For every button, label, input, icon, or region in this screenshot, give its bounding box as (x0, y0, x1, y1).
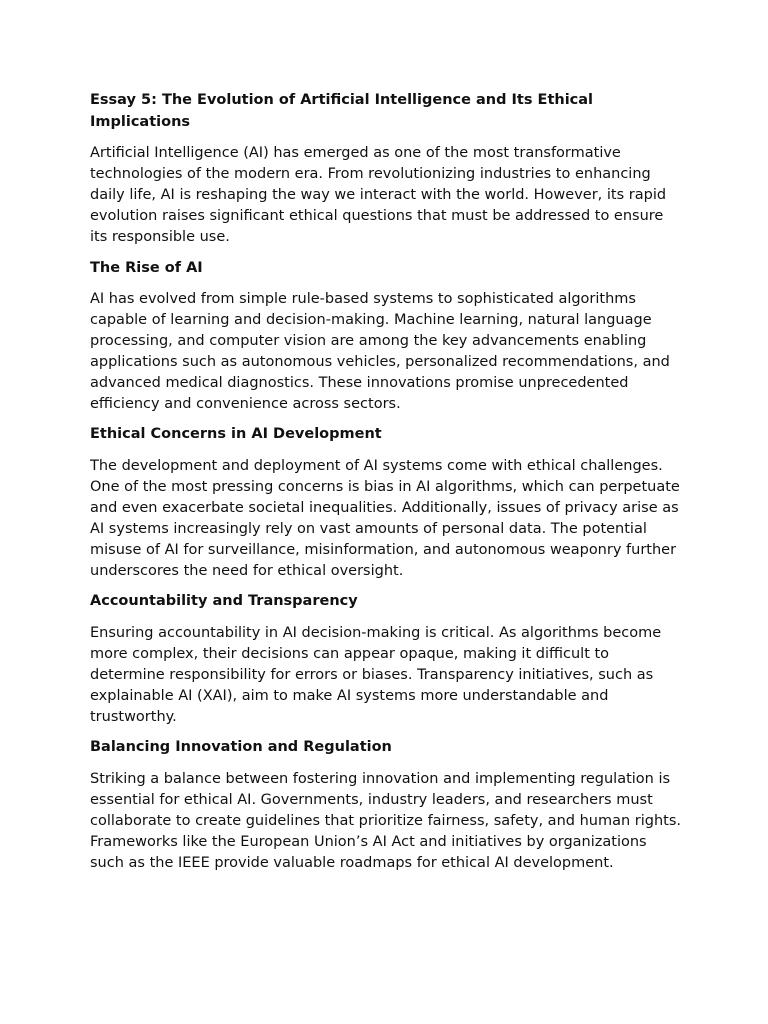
section-heading-ethical-concerns: Ethical Concerns in AI Development (90, 426, 382, 443)
section-heading-accountability: Accountability and Transparency (90, 593, 358, 610)
essay-title: Essay 5: The Evolution of Artificial Intelligence and Its Ethical Implications (90, 92, 594, 130)
section-heading-balancing: Balancing Innovation and Regulation (90, 739, 392, 756)
section-body-ethical-concerns: The development and deployment of AI systems come with ethical challenges. One of the most pressing concerns is bias in AI algorithms, which can perpetuate and even exacerbate societal inequalities. Additionally, issues of privacy arise as AI systems increasingly rely on vast amounts of personal data. The potential misuse of AI for surveillance, misinformation, and autonomous weaponry further underscores the need for ethical oversight. (90, 457, 680, 579)
section-body-balancing: Striking a balance between fostering innovation and implementing regulation is essential for ethical AI. Governments, industry leaders, and researchers must collaborate to create guidelines that prioritize fairness, safety, and human rights. Frameworks like the European Union’s AI Act and initiatives by organizations such as the IEEE provide valuable roadmaps for ethical AI development. (90, 770, 681, 871)
document-page (90, 90, 682, 883)
section-body-accountability: Ensuring accountability in AI decision-making is critical. As algorithms become more complex, their decisions can appear opaque, making it difficult to determine responsibility for errors or biases. Transparency initiatives, such as explainable AI (XAI), aim to make AI systems more understandable and trustworthy. (90, 624, 662, 725)
section-heading-rise-of-ai: The Rise of AI (90, 259, 203, 276)
intro-paragraph: Artificial Intelligence (AI) has emerged as one of the most transformative technologies of the modern era. From revolutionizing industries to enhancing daily life, AI is reshaping the way we interact with the world. However, its rapid evolution raises significant ethical questions that must be addressed to ensure its responsible use. (90, 145, 667, 245)
section-body-rise-of-ai: AI has evolved from simple rule-based systems to sophisticated algorithms capable of learning and decision-making. Machine learning, natural language processing, and computer vision are among the key advancements enabling applications such as autonomous vehicles, personalized recommendations, and advanced medical diagnostics. These innovations promise unprecedented efficiency and convenience across sectors. (90, 291, 670, 412)
